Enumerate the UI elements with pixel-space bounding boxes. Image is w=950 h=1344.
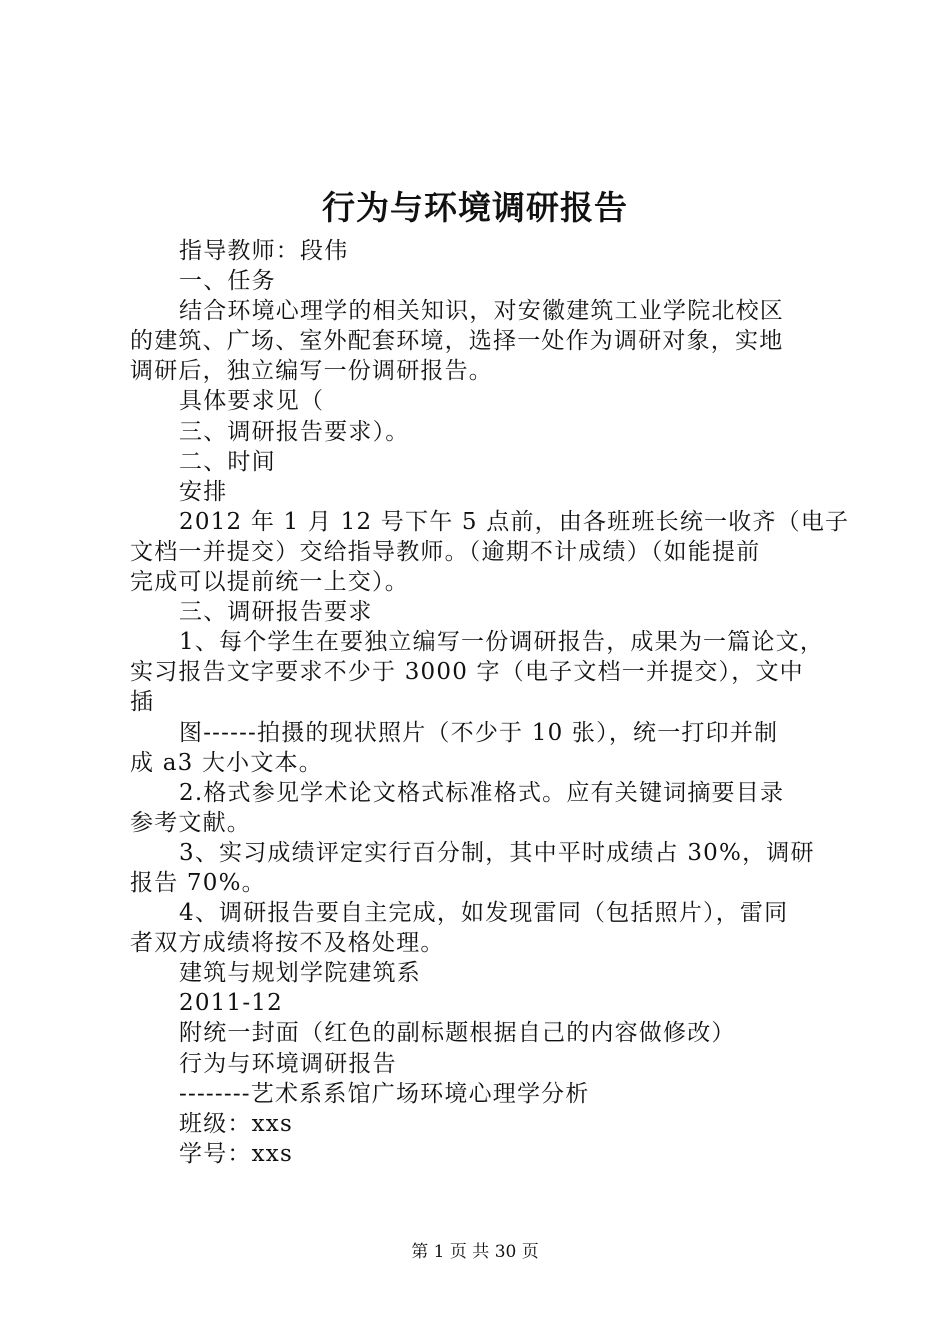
text-line: 调研后，独立编写一份调研报告。 bbox=[130, 358, 493, 385]
text-line: 4、调研报告要自主完成，如发现雷同（包括照片），雷同 bbox=[179, 900, 789, 927]
text-line: 3、实习成绩评定实行百分制，其中平时成绩占 30%，调研 bbox=[179, 839, 815, 866]
text-line: 图------拍摄的现状照片（不少于 10 张），统一打印并制 bbox=[179, 719, 779, 746]
document-title: 行为与环境调研报告 bbox=[322, 188, 628, 227]
document-body bbox=[130, 236, 850, 1169]
text-line: 2011-12 bbox=[179, 990, 283, 1017]
text-line: 行为与环境调研报告 bbox=[179, 1050, 397, 1077]
text-line: 结合环境心理学的相关知识，对安徽建筑工业学院北校区 bbox=[179, 298, 784, 325]
text-line: 一、任务 bbox=[179, 268, 276, 295]
text-line: 1、每个学生在要独立编写一份调研报告，成果为一篇论文， bbox=[179, 629, 825, 656]
text-line: 三、调研报告要求 bbox=[179, 599, 373, 626]
text-line: --------艺术系系馆广场环境心理学分析 bbox=[179, 1080, 590, 1107]
text-line: 安排 bbox=[179, 478, 228, 505]
text-line: 三、调研报告要求）。 bbox=[179, 418, 410, 445]
page-footer: 第 1 页 共 30 页 bbox=[411, 1242, 539, 1262]
text-line: 文档一并提交）交给指导教师。（逾期不计成绩）（如能提前 bbox=[130, 538, 761, 565]
text-line: 附统一封面（红色的副标题根据自己的内容做修改） bbox=[179, 1020, 736, 1047]
text-line: 2.格式参见学术论文格式标准格式。应有关键词摘要目录 bbox=[179, 779, 785, 806]
text-line: 实习报告文字要求不少于 3000 字（电子文档一并提交），文中 bbox=[130, 659, 804, 686]
text-line: 插 bbox=[130, 689, 155, 716]
text-line: 学号：xxs bbox=[179, 1140, 293, 1167]
text-line: 2012 年 1 月 12 号下午 5 点前，由各班班长统一收齐（电子 bbox=[179, 508, 850, 535]
text-line: 完成可以提前统一上交）。 bbox=[130, 569, 409, 596]
text-line: 具体要求见（ bbox=[179, 388, 325, 415]
text-line: 班级：xxs bbox=[179, 1110, 293, 1137]
text-line: 二、时间 bbox=[179, 448, 276, 475]
text-line: 的建筑、广场、室外配套环境，选择一处作为调研对象，实地 bbox=[130, 328, 784, 355]
text-line: 指导教师：段伟 bbox=[179, 238, 349, 264]
text-line: 者双方成绩将按不及格处理。 bbox=[130, 930, 445, 957]
text-line: 报告 70%。 bbox=[130, 869, 266, 896]
text-line: 成 a3 大小文本。 bbox=[130, 749, 323, 776]
text-line: 建筑与规划学院建筑系 bbox=[179, 960, 421, 987]
text-line: 参考文献。 bbox=[130, 809, 251, 836]
